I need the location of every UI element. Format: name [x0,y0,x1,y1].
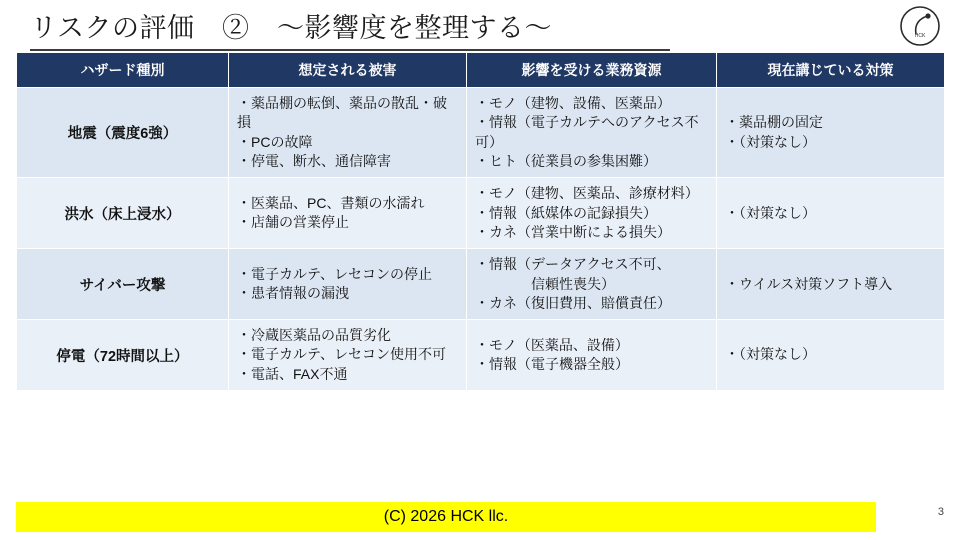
cell-resource [467,320,717,391]
cell-hazard: 地震（震度6強） [17,88,229,178]
list-item: ・医薬品、PC、書類の水濡れ [237,194,425,211]
list-item: ・カネ（復旧費用、賠償責任） [475,294,671,311]
list-item: ・冷蔵医薬品の品質劣化 [237,327,391,344]
list-item: ・薬品棚の固定 [725,114,823,131]
cell-resource [467,249,717,320]
cell-resource [467,88,717,178]
list-item: ・（対策なし） [725,133,816,150]
list-item: ・ウイルス対策ソフト導入 [725,275,893,292]
title-block [30,6,730,51]
list-item: ・（対策なし） [725,204,816,221]
list-item: ・モノ（建物、設備、医薬品） [475,95,671,111]
list-item: ・停電、断水、通信障害 [237,152,391,169]
list-item: 信頼性喪失） [475,275,615,292]
list-item: ・モノ（建物、医薬品、診療材料） [475,185,699,202]
column-header-resource: 影響を受ける業務資源 [467,53,717,88]
cell-hazard: 洪水（床上浸水） [17,178,229,249]
cell-measure [717,88,945,178]
footer-banner [16,502,876,532]
list-item: ・患者情報の漏洩 [237,285,349,302]
cell-measure [717,178,945,249]
column-header-damage: 想定される被害 [229,53,467,88]
company-logo-icon [898,4,942,48]
page-title: リスクの評価 ② ～影響度を整理する～ [30,13,552,43]
cell-resource [467,178,717,249]
list-item: ・情報（電子機器全般） [475,356,629,373]
cell-damage [229,88,467,178]
list-item: ・モノ（医薬品、設備） [475,336,629,353]
list-item: ・電話、FAX不通 [237,365,348,382]
list-item: ・（対策なし） [725,346,816,363]
table-row [17,178,945,249]
table-body [17,88,945,391]
list-item: ・情報（電子カルテへのアクセス不可） [475,114,699,150]
table-header [17,53,945,88]
list-item: ・店舗の営業停止 [237,214,349,231]
column-header-hazard: ハザード種別 [17,53,229,88]
table-row [17,320,945,391]
page-number: 3 [937,506,944,518]
cell-damage [229,178,467,249]
cell-measure [717,320,945,391]
list-item: ・薬品棚の転倒、薬品の散乱・破損 [237,95,447,131]
column-header-measure: 現在講じている対策 [717,53,945,88]
list-item: ・情報（紙媒体の記録損失） [475,204,657,221]
table-header-row [17,53,945,88]
list-item: ・電子カルテ、レセコンの停止 [237,265,433,282]
cell-hazard: サイバー攻撃 [17,249,229,320]
copyright-text: (C) 2026 HCK llc. [383,508,509,525]
table-row [17,249,945,320]
cell-measure [717,249,945,320]
list-item: ・情報（データアクセス不可、 [475,256,671,273]
risk-assessment-table [16,52,945,391]
list-item: ・PCの故障 [237,133,313,150]
table-row [17,88,945,178]
cell-damage [229,320,467,391]
svg-text:HCK: HCK [914,33,926,39]
title-underline [30,49,670,51]
list-item: ・カネ（営業中断による損失） [475,223,671,240]
cell-damage [229,249,467,320]
list-item: ・ヒト（従業員の参集困難） [475,152,657,169]
cell-hazard: 停電（72時間以上） [17,320,229,391]
list-item: ・電子カルテ、レセコン使用不可 [237,346,447,363]
